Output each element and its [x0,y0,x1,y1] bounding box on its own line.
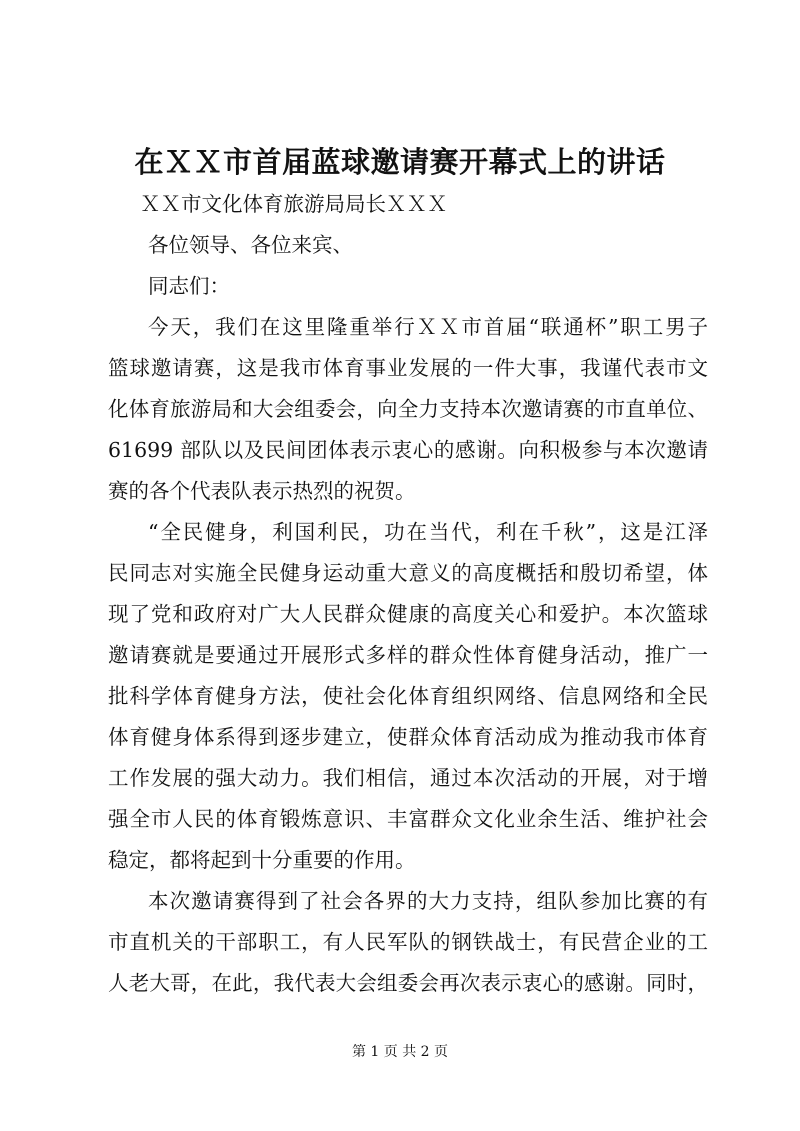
paragraph-2-line-1: “全民健身，利国利民，功在当代，利在千秋”，这是江泽 [148,520,708,544]
paragraph-1-line-3: 化体育旅游局和大会组委会，向全力支持本次邀请赛的市直单位、 [108,397,708,421]
document-title: 在ＸＸ市首届蓝球邀请赛开幕式上的讲话 [134,145,666,179]
paragraph-2-line-8: 强全市人民的体育锻炼意识、丰富群众文化业余生活、维护社会 [108,807,708,831]
paragraph-1-line-1: 今天，我们在这里隆重举行ＸＸ市首届“联通杯”职工男子 [148,315,708,339]
greeting-line: 同志们： [148,274,230,298]
author-line: ＸＸ市文化体育旅游局局长ＸＸＸ [140,192,448,216]
document-body [108,184,708,1004]
paragraph-2-line-6: 体育健身体系得到逐步建立，使群众体育活动成为推动我市体育 [108,725,708,749]
paragraph-3-line-2: 市直机关的干部职工，有人民军队的钢铁战士，有民营企业的工 [108,930,708,954]
paragraph-2-line-4: 邀请赛就是要通过开展形式多样的群众性体育健身活动，推广一 [108,643,708,667]
paragraph-2-line-5: 批科学体育健身方法，使社会化体育组织网络、信息网络和全民 [108,684,708,708]
paragraph-2-line-3: 现了党和政府对广大人民群众健康的高度关心和爱护。本次篮球 [108,602,708,626]
paragraph-1-line-2: 篮球邀请赛，这是我市体育事业发展的一件大事，我谨代表市文 [108,356,708,380]
paragraph-1-line-5: 赛的各个代表队表示热烈的祝贺。 [108,479,416,503]
paragraph-2-line-7: 工作发展的强大动力。我们相信，通过本次活动的开展，对于增 [108,766,708,790]
greeting-line: 各位领导、各位来宾、 [148,233,353,257]
paragraph-2-line-2: 民同志对实施全民健身运动重大意义的高度概括和殷切希望，体 [108,561,708,585]
paragraph-2-line-9: 稳定，都将起到十分重要的作用。 [108,848,416,872]
paragraph-1-line-4: 61699 部队以及民间团体表示衷心的感谢。向积极参与本次邀请 [108,438,708,462]
paragraph-3-line-1: 本次邀请赛得到了社会各界的大力支持，组队参加比赛的有 [148,889,708,913]
page-number-footer: 第 1 页 共 2 页 [351,1044,449,1060]
paragraph-3-line-3: 人老大哥，在此，我代表大会组委会再次表示衷心的感谢。同时， [108,971,708,995]
